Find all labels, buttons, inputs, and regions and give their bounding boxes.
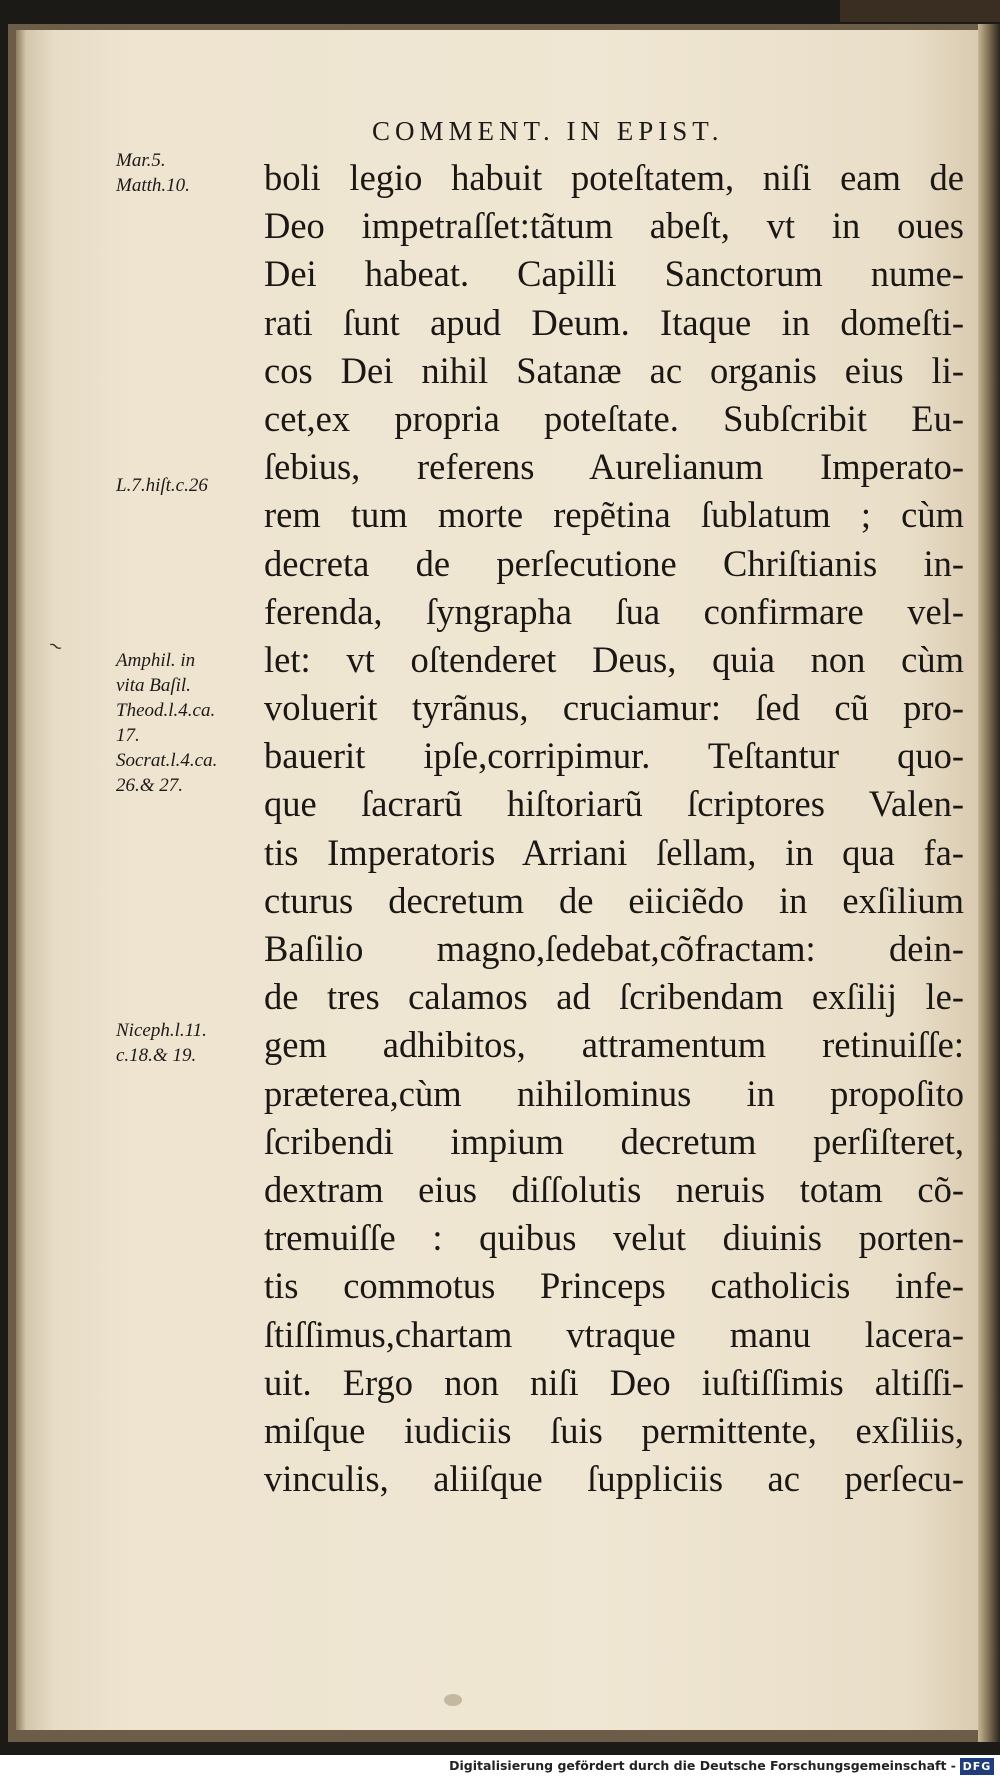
- text-line: ſtiſſimus,chartam vtraque manu lacera-: [264, 1313, 964, 1355]
- text-line: ſebius, referens Aurelianum Imperato-: [264, 446, 964, 488]
- text-line: que ſacrarũ hiſtoriarũ ſcriptores Valen-: [264, 783, 964, 825]
- text-line: miſque iudiciis ſuis permittente, exſiliis,: [264, 1409, 964, 1451]
- text-line: præterea,cùm nihilominus in propoſito: [264, 1072, 964, 1114]
- margin-note: [116, 1018, 207, 1068]
- page-gutter: [16, 30, 26, 1730]
- text-line: rati ſunt apud Deum. Itaque in domeſti-: [264, 301, 964, 343]
- text-line: bauerit ipſe,corripimur. Teſtantur quo-: [264, 735, 964, 777]
- text-line: Deo impetraſſet:tãtum abeſt, vt in oues: [264, 205, 964, 247]
- text-line: Dei habeat. Capilli Sanctorum nume-: [264, 253, 964, 295]
- margin-note-line: Mar.5.: [116, 150, 166, 171]
- margin-note-line: Theod.l.4.ca.: [116, 700, 216, 721]
- text-line: Baſilio magno,ſedebat,cõfractam: dein-: [264, 928, 964, 969]
- text-line: boli legio habuit poteſtatem, niſi eam de: [264, 157, 964, 198]
- text-line: uit. Ergo non niſi Deo iuſtiſſimis altiſſi-: [264, 1361, 964, 1403]
- body-text: [264, 154, 964, 1503]
- digitization-footer: [0, 1755, 1000, 1780]
- running-head: COMMENT. IN EPIST.: [372, 116, 724, 146]
- text-line: ferenda, ſyngrapha ſua confirmare vel-: [264, 590, 964, 632]
- top-edge-marking: [840, 0, 1000, 22]
- margin-note-line: L.7.hiſt.c.26: [116, 475, 208, 496]
- stray-ink-mark: ~: [44, 633, 67, 660]
- margin-note-line: c.18.& 19.: [116, 1045, 197, 1066]
- margin-note: [116, 473, 208, 498]
- text-line: ſcribendi impium decretum perſiſteret,: [264, 1120, 964, 1162]
- margin-note-line: vita Baſil.: [116, 675, 191, 696]
- dfg-logo: DFG: [960, 1758, 994, 1775]
- margin-note-line: 17.: [116, 725, 140, 746]
- text-line: rem tum morte repẽtina ſublatum ; cùm: [264, 494, 964, 536]
- margin-note-line: Socrat.l.4.ca.: [116, 750, 218, 771]
- margin-note: [116, 648, 217, 798]
- text-line: tis Imperatoris Arriani ſellam, in qua fa-: [264, 831, 964, 873]
- text-line: de tres calamos ad ſcribendam exſilij le-: [264, 976, 964, 1018]
- margin-note-line: Niceph.l.11.: [116, 1020, 207, 1041]
- text-line: let: vt oſtenderet Deus, quia non cùm: [264, 638, 964, 680]
- text-line: cos Dei nihil Satanæ ac organis eius li-: [264, 349, 964, 391]
- page-fore-edge: [978, 24, 1000, 1742]
- margin-note-line: 26.& 27.: [116, 775, 184, 796]
- text-line: dextram eius diſſolutis neruis totam cõ-: [264, 1168, 964, 1210]
- text-line: gem adhibitos, attramentum retinuiſſe:: [264, 1024, 964, 1066]
- text-line: voluerit tyrãnus, cruciamur: ſed cũ pro-: [264, 687, 964, 729]
- text-line: vinculis, aliiſque ſuppliciis ac perſecu-: [264, 1458, 964, 1500]
- text-line: tis commotus Princeps catholicis infe-: [264, 1265, 964, 1307]
- margin-note-line: Amphil. in: [116, 650, 196, 671]
- text-line: cet,ex propria poteſtate. Subſcribit Eu-: [264, 397, 964, 439]
- text-line: cturus decretum de eiiciẽdo in exſilium: [264, 879, 964, 921]
- margin-note-line: Matth.10.: [116, 175, 190, 196]
- text-line: tremuiſſe : quibus velut diuinis porten-: [264, 1217, 964, 1259]
- page-stain: [444, 1694, 462, 1706]
- funding-credit: Digitalisierung gefördert durch die Deutsche Forschungsgemeinschaft -: [449, 1758, 956, 1773]
- text-line: decreta de perſecutione Chriſtianis in-: [264, 542, 964, 584]
- margin-note: [116, 148, 190, 198]
